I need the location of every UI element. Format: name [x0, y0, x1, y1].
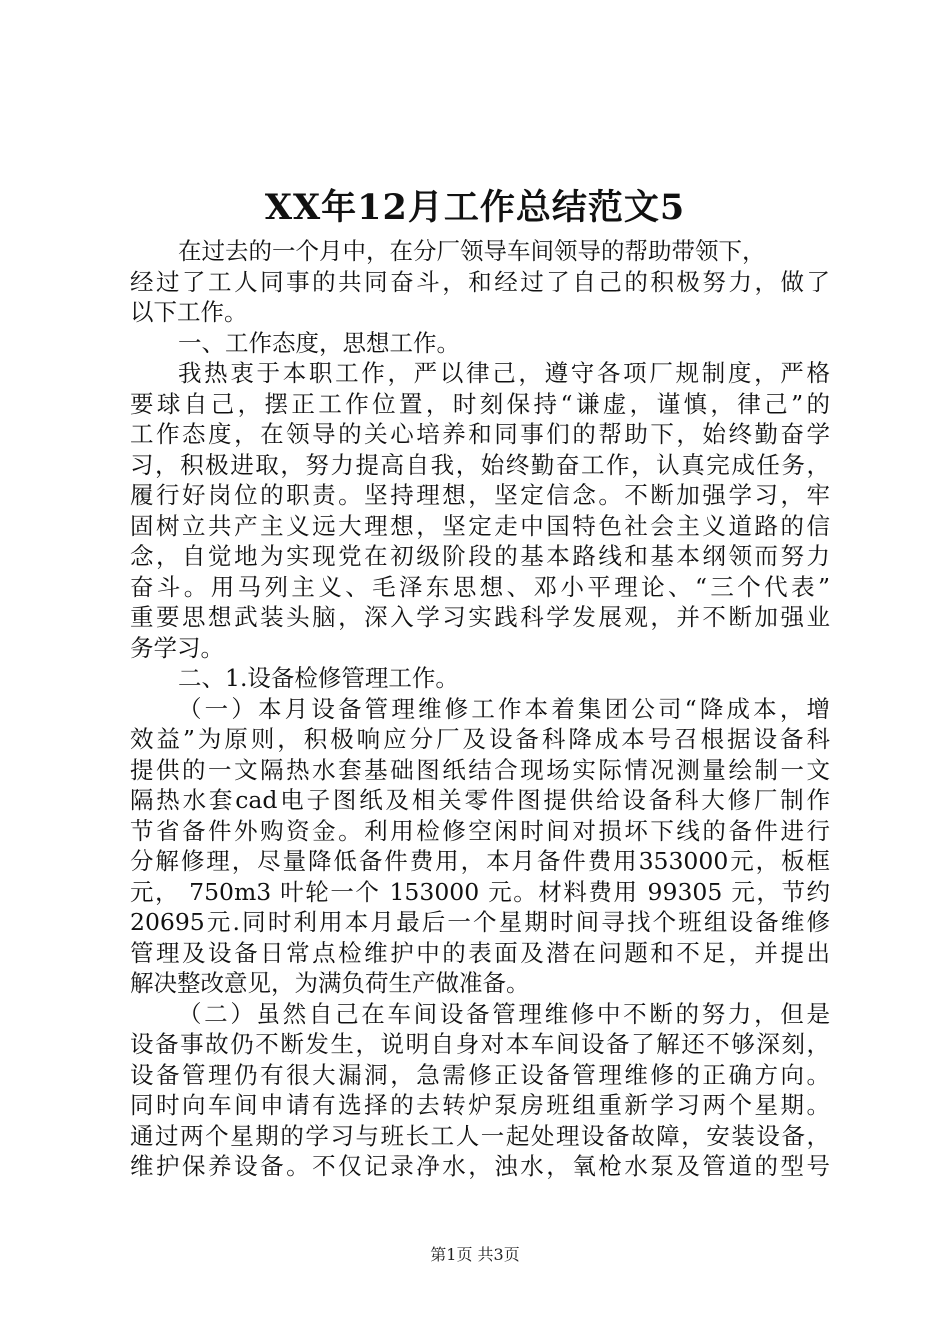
text-line: 维护保养设备。不仅记录净水，浊水，氧枪水泵及管道的型号 — [130, 1152, 830, 1180]
text-line: 元， 750m3 叶轮一个 153000 元。材料费用 99305 元，节约 — [130, 877, 830, 906]
text-line: 设备管理仍有很大漏洞，急需修正设备管理维修的正确方向。 — [130, 1060, 830, 1089]
text-line: 通过两个星期的学习与班长工人一起处理设备故障，安装设备， — [130, 1121, 830, 1150]
text-line: 工作态度，在领导的关心培养和同事们的帮助下，始终勤奋学 — [130, 420, 830, 448]
text-line: 解决整改意见，为满负荷生产做准备。 — [130, 969, 530, 997]
text-line: 以下工作。 — [130, 298, 248, 326]
document-body — [130, 236, 830, 1182]
document-title: XX年12月工作总结范文5 — [264, 187, 686, 228]
text-line: 效益”为原则，积极响应分厂及设备科降成本号召根据设备科 — [130, 725, 830, 753]
text-line: 节省备件外购资金。利用检修空闲时间对损坏下线的备件进行 — [130, 816, 830, 845]
text-line: （一）本月设备管理维修工作本着集团公司“降成本，增 — [178, 694, 830, 723]
text-line: （二）虽然自己在车间设备管理维修中不断的努力，但是 — [178, 999, 830, 1028]
text-line: 习，积极进取，努力提高自我，始终勤奋工作，认真完成任务， — [130, 450, 830, 479]
text-line: 分解修理，尽量降低备件费用，本月备件费用353000元，板框 — [130, 847, 830, 875]
text-line: 我热衷于本职工作，严以律己，遵守各项厂规制度，严格 — [178, 359, 830, 387]
text-line: 念，自觉地为实现党在初级阶段的基本路线和基本纲领而努力 — [130, 542, 830, 570]
text-line: 要球自己，摆正工作位置，时刻保持“谦虚，谨慎，律己”的 — [130, 389, 830, 418]
text-line: 务学习。 — [130, 633, 224, 662]
text-line: 固树立共产主义远大理想，坚定走中国特色社会主义道路的信 — [130, 511, 830, 540]
text-line: 隔热水套cad电子图纸及相关零件图提供给设备科大修厂制作 — [130, 786, 830, 814]
text-line: 经过了工人同事的共同奋斗，和经过了自己的积极努力，做了 — [130, 267, 830, 296]
text-line: 同时向车间申请有选择的去转炉泵房班组重新学习两个星期。 — [130, 1091, 830, 1119]
text-line: 奋斗。用马列主义、毛泽东思想、邓小平理论、“三个代表” — [130, 572, 830, 601]
text-line: 20695元.同时利用本月最后一个星期时间寻找个班组设备维修 — [130, 908, 830, 936]
section-heading: 一、工作态度，思想工作。 — [178, 328, 460, 357]
page-number-footer: 第1页 共3页 — [430, 1245, 520, 1264]
text-line: 提供的一文隔热水套基础图纸结合现场实际情况测量绘制一文 — [130, 755, 830, 784]
text-line: 履行好岗位的职责。坚持理想，坚定信念。不断加强学习，牢 — [130, 481, 830, 509]
section-heading: 二、1.设备检修管理工作。 — [178, 664, 459, 692]
text-line: 在过去的一个月中，在分厂领导车间领导的帮助带领下， — [178, 237, 766, 265]
text-line: 设备事故仍不断发生，说明自身对本车间设备了解还不够深刻， — [130, 1030, 830, 1058]
text-line: 重要思想武装头脑，深入学习实践科学发展观，并不断加强业 — [130, 603, 830, 631]
text-line: 管理及设备日常点检维护中的表面及潜在问题和不足，并提出 — [130, 938, 830, 967]
